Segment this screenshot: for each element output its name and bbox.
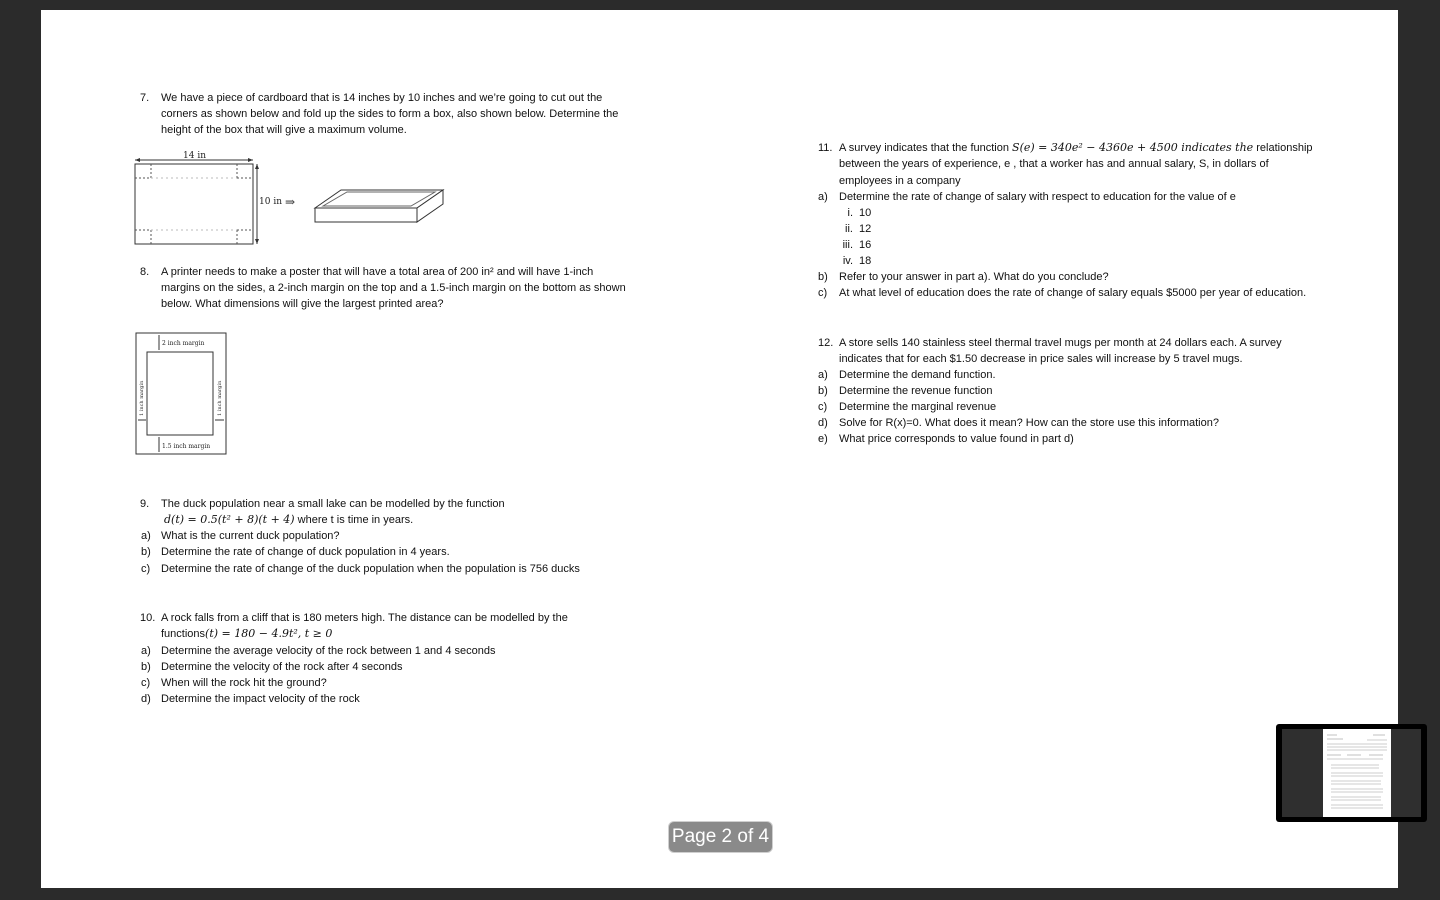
q11-part-text: Refer to your answer in part a). What do you conclude? xyxy=(839,271,1109,283)
q12-part-text: Determine the marginal revenue xyxy=(839,401,997,413)
q11-sub-text: 10 xyxy=(859,207,872,219)
q9-part-label: c) xyxy=(141,563,151,575)
q8-text-line: A printer needs to make a poster that will have a total area of 200 in² and will have 1-inch xyxy=(161,266,594,278)
q9-part-label: b) xyxy=(141,546,151,558)
q9-part-text: Determine the rate of change of duck population in 4 years. xyxy=(161,546,450,558)
q7-text-line: corners as shown below and fold up the sides to form a box, also shown below. Determine the xyxy=(161,108,619,120)
q8-text-line: margins on the sides, a 2-inch margin on the top and a 1.5-inch margin on the bottom as shown xyxy=(161,282,626,294)
q12-part-text: What price corresponds to value found in part d) xyxy=(839,433,1074,445)
q8-top-margin-label: 2 inch margin xyxy=(162,340,205,347)
q8-number: 8. xyxy=(140,266,150,278)
q12-part-text: Determine the demand function. xyxy=(839,369,996,381)
q10-part-label: d) xyxy=(141,693,151,705)
q10-part-label: b) xyxy=(141,661,151,673)
q12-text-line: indicates that for each $1.50 decrease in price sales will increase by 5 travel mugs. xyxy=(839,353,1243,365)
q11-text-line xyxy=(839,140,1313,156)
document-page xyxy=(41,10,1398,888)
q12-part-label: c) xyxy=(818,401,828,413)
q10-formula-line xyxy=(161,626,332,642)
q10-functions-word: functions xyxy=(161,628,206,640)
q9-formula-line xyxy=(164,512,413,528)
q10-part-text: Determine the average velocity of the rock between 1 and 4 seconds xyxy=(161,645,496,657)
q11-sub-label: iv. xyxy=(842,255,853,267)
q11-sub-label: iii. xyxy=(842,239,853,251)
q12-part-label: b) xyxy=(818,385,828,397)
q12-part-label: a) xyxy=(818,369,828,381)
q11-sub-text: 16 xyxy=(859,239,872,251)
q7-height-label: 10 in xyxy=(259,197,282,207)
q11-line1-suffix: relationship xyxy=(1253,142,1313,154)
q11-sub-text: 12 xyxy=(859,223,872,235)
page-indicator: Page 2 of 4 xyxy=(668,821,773,853)
q8-right-margin-label: 1 inch margin xyxy=(217,380,223,416)
q11-line1-prefix: A survey indicates that the function xyxy=(839,142,1013,154)
q7-arrow: ⇒ xyxy=(285,195,296,209)
q9-part-text: Determine the rate of change of the duck population when the population is 756 ducks xyxy=(161,563,580,575)
q9-number: 9. xyxy=(140,498,150,510)
q11-part-label: c) xyxy=(818,287,828,299)
q12-part-text: Solve for R(x)=0. What does it mean? How can the store use this information? xyxy=(839,417,1219,429)
q11-number: 11. xyxy=(818,142,833,154)
q11-part-label: a) xyxy=(818,191,828,203)
thumbnail-viewport xyxy=(1282,729,1421,817)
q10-part-label: a) xyxy=(141,645,151,657)
q11-sub-label: i. xyxy=(847,207,853,219)
q12-part-text: Determine the revenue function xyxy=(839,385,993,397)
q11-part-label: b) xyxy=(818,271,828,283)
q8-poster-figure xyxy=(135,332,231,458)
q11-part-text: At what level of education does the rate of change of salary equals $5000 per year of education. xyxy=(839,287,1307,299)
q7-text-line: We have a piece of cardboard that is 14 inches by 10 inches and we’re going to cut out the xyxy=(161,92,603,104)
q8-bottom-margin-label: 1.5 inch margin xyxy=(162,443,211,450)
q12-part-label: e) xyxy=(818,433,828,445)
q10-part-text: Determine the velocity of the rock after 4 seconds xyxy=(161,661,403,673)
q7-width-label: 14 in xyxy=(183,151,206,161)
q11-formula: S(e) = 340e² − 4360e + 4500 indicates the xyxy=(1012,141,1254,154)
q7-cardboard-figure xyxy=(129,150,449,248)
q8-left-margin-label: 1 inch margin xyxy=(139,380,145,416)
q12-text-line: A store sells 140 stainless steel thermal travel mugs per month at 24 dollars each. A survey xyxy=(839,337,1282,349)
q11-sub-label: ii. xyxy=(845,223,853,235)
q10-part-label: c) xyxy=(141,677,151,689)
q8-text-line: below. What dimensions will give the largest printed area? xyxy=(161,298,444,310)
q9-part-label: a) xyxy=(141,530,151,542)
q11-text-line: employees in a company xyxy=(839,175,961,187)
q9-part-text: What is the current duck population? xyxy=(161,530,340,542)
thumbnail-page xyxy=(1323,729,1391,817)
q10-part-text: When will the rock hit the ground? xyxy=(161,677,327,689)
q9-formula: d(t) = 0.5(t² + 8)(t + 4) xyxy=(164,513,295,526)
q10-formula: (t) = 180 − 4.9t², t ≥ 0 xyxy=(205,627,333,640)
q11-sub-text: 18 xyxy=(859,255,872,267)
q11-part-text: Determine the rate of change of salary with respect to education for the value of e xyxy=(839,191,1236,203)
q9-formula-tail: where t is time in years. xyxy=(294,514,414,526)
page-thumbnail[interactable] xyxy=(1276,724,1427,822)
q9-text-line: The duck population near a small lake can be modelled by the function xyxy=(161,498,505,510)
q10-part-text: Determine the impact velocity of the rock xyxy=(161,693,360,705)
q11-text-line: between the years of experience, e , that a worker has and annual salary, S, in dollars of xyxy=(839,158,1269,170)
q12-part-label: d) xyxy=(818,417,828,429)
q10-text-line: A rock falls from a cliff that is 180 meters high. The distance can be modelled by the xyxy=(161,612,568,624)
q10-number: 10. xyxy=(140,612,156,624)
q12-number: 12. xyxy=(818,337,834,349)
q7-number: 7. xyxy=(140,92,150,104)
q7-text-line: height of the box that will give a maximum volume. xyxy=(161,124,407,136)
thumbnail-lines xyxy=(1323,729,1391,817)
